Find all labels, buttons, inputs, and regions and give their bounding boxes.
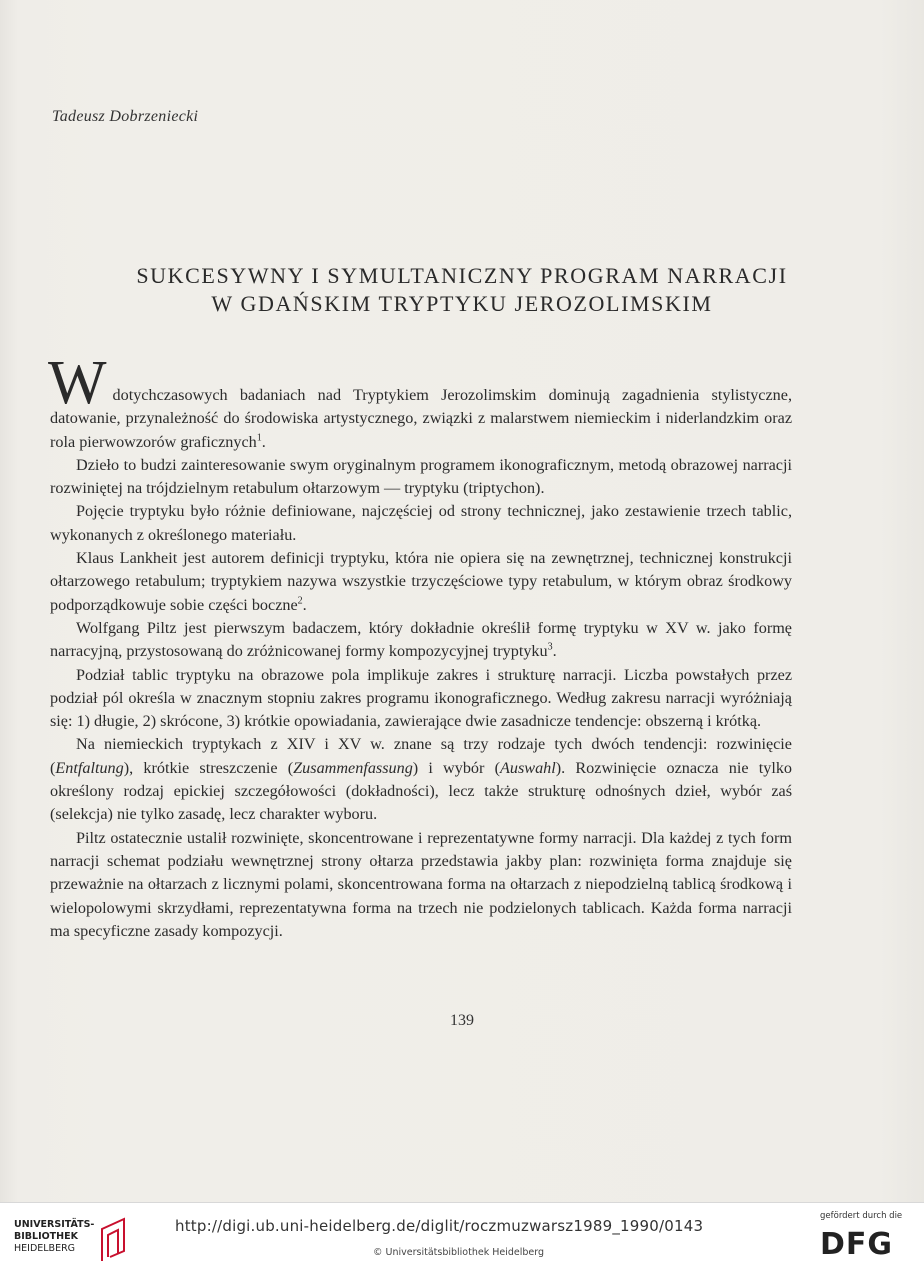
title-line-1: SUKCESYWNY I SYMULTANICZNY PROGRAM NARRACJI <box>136 263 788 288</box>
dfg-wordmark: DFG <box>820 1227 894 1262</box>
paragraph-4 <box>50 547 792 617</box>
paragraph-1 <box>48 349 792 454</box>
text-run: Na niemieckich tryptykach z XIV i XV w. znane są trzy rodzaje tych dwóch tendencji: rozwinięcie ( <box>50 735 792 777</box>
italic-term: Zusammenfassung <box>293 758 413 777</box>
paragraph-end: . <box>552 642 557 661</box>
dfg-logo[interactable] <box>818 1211 914 1263</box>
italic-term: Auswahl <box>500 758 556 777</box>
italic-term: Entfaltung <box>55 758 124 777</box>
footnote-ref: 2 <box>297 595 303 607</box>
paragraph-8: Piltz ostatecznie ustalił rozwinięte, skoncentrowane i reprezentatywne formy narracji. Dla każdej z tych form narracji schemat podziału wewnętrznej strony ołtarza przedstawia jakby plan: rozwinięta forma znajduje się przeważnie na ołtarzach z licznymi polami, skoncentrowana forma na ołtarzach z niepodzielną tablicą środkową i wielopolowymi skrzydłami, reprezentatywna forma na trzech nie podzielonych tablicach. Każda forma narracji ma specyficzne zasady kompozycji. <box>50 828 792 940</box>
library-name <box>14 1219 94 1255</box>
library-line-1: UNIVERSITÄTS- <box>14 1219 95 1230</box>
paragraph-text: dotychczasowych badaniach nad Tryptykiem Jerozolimskim dominują zagadnienia stylistyczne, datowanie, przynależność do środowiska artystycznego, związki z malarstwem niemieckim i niderlandzkim oraz rola pierwowzorów graficznych <box>50 386 792 451</box>
article-body <box>48 349 793 943</box>
paragraph-end: . <box>302 595 307 614</box>
footnote-ref: 1 <box>256 432 262 444</box>
author-name: Tadeusz Dobrzeniecki <box>52 108 199 125</box>
library-line-2: BIBLIOTHEK <box>14 1231 78 1242</box>
paragraph-7 <box>50 733 792 826</box>
library-emblem-icon <box>98 1217 128 1263</box>
paragraph-5 <box>50 617 792 664</box>
title-line-2: W GDAŃSKIM TRYPTYKU JEROZOLIMSKIM <box>211 291 713 316</box>
footnote-ref: 3 <box>547 641 553 653</box>
viewer-footer <box>0 1202 924 1270</box>
permalink-url[interactable]: http://digi.ub.uni-heidelberg.de/diglit/roczmuzwarsz1989_1990/0143 <box>175 1217 704 1235</box>
page-number: 139 <box>450 1012 474 1029</box>
drop-cap: W <box>48 349 107 417</box>
library-line-3: HEIDELBERG <box>14 1243 76 1254</box>
text-run: ), krótkie streszczenie ( <box>123 758 294 777</box>
paragraph-text: Wolfgang Piltz jest pierwszym badaczem, który dokładnie określił formę tryptyku w XV w. jako formę narracyjną, przystosowaną do zróżnicowanej formy kompozycyjnej tryptyku <box>50 618 792 661</box>
dfg-tagline: gefördert durch die <box>820 1211 903 1221</box>
article-title <box>40 262 884 318</box>
copyright-notice: © Universitätsbibliothek Heidelberg <box>373 1247 545 1258</box>
paragraph-3: Pojęcie tryptyku było różnie definiowane, najczęściej od strony technicznej, jako zestawienie trzech tablic, wykonanych z określonego materiału. <box>50 502 792 544</box>
text-run: ) i wybór ( <box>412 758 500 777</box>
paragraph-6: Podział tablic tryptyku na obrazowe pola implikuje zakres i strukturę narracji. Liczba powstałych przez podział pól określa w znacznym stopniu zakres programu ikonograficznego. Według zakresu narracji wyróżniają się: 1) długie, 2) skrócone, 3) krótkie opowiadania, zawierające dwie zasadnicze tendencje: obszerną i krótką. <box>50 665 792 731</box>
paragraph-2: Dzieło to budzi zainteresowanie swym oryginalnym programem ikonograficznym, metodą obrazowej narracji rozwiniętej na trójdzielnym retabulum ołtarzowym — tryptyku (triptychon). <box>50 455 792 498</box>
library-logo[interactable] <box>14 1213 134 1263</box>
paragraph-end: . <box>261 432 266 451</box>
text-run: ). Rozwinięcie oznacza nie tylko określony rodzaj epickiej szczegółowości (dokładności), lecz także strukturę odnośnych dzieł, wybór zaś (selekcja) nie tylko zasadę, lecz charakter wyboru. <box>50 758 793 824</box>
paragraph-text: Klaus Lankheit jest autorem definicji tryptyku, która nie opiera się na zewnętrznej, technicznej konstrukcji ołtarzowego retabulum; tryptykiem nazywa wszystkie trzyczęściowe typy retabulum, w którym obraz środkowy podporządkowuje sobie części boczne <box>50 549 792 614</box>
